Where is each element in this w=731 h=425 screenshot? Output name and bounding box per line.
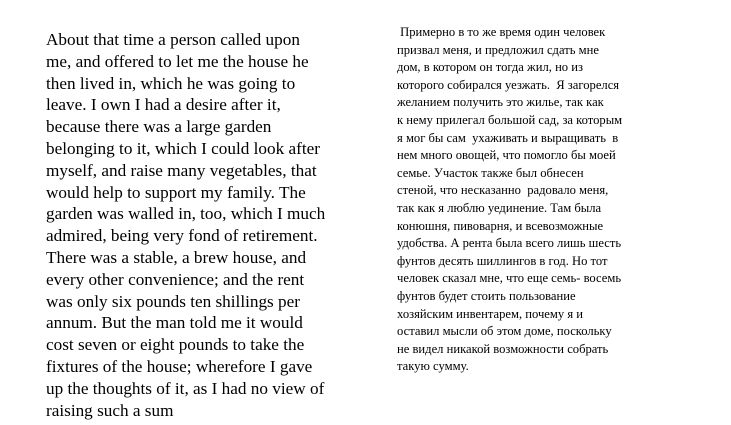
russian-text-line: оставил мысли об этом доме, поскольку [397,324,612,339]
english-text-line: About that time a person called upon [46,30,300,49]
english-text-line: every other convenience; and the rent [46,269,305,289]
english-text-line: myself, and raise many vegetables, that [46,160,317,180]
english-text-line: There was a stable, a brew house, and [46,247,307,267]
russian-text-line: такую сумму. [397,359,469,374]
english-text-line: was only six pounds ten shillings per [46,291,300,311]
english-text-line: fixtures of the house; wherefore I gave [46,356,313,376]
russian-text-line: семье. Участок также был обнесен [397,165,584,180]
russian-text-line: желанием получить это жилье, так как [397,95,604,110]
russian-text-column [397,24,727,376]
english-text-line: leave. I own I had a desire after it, [46,95,281,115]
russian-text-line: не видел никакой возможности собрать [397,341,609,356]
russian-text-line: стеной, что несказанно радовало меня, [397,183,609,198]
english-text-line: annum. But the man told me it would [46,313,303,333]
russian-text-line: человек сказал мне, что еще семь- восемь [397,271,622,286]
russian-text-line: которого собирался уезжать. Я загорелся [397,77,620,92]
english-text-line: up the thoughts of it, as I had no view of [46,378,325,398]
russian-text-line: так как я люблю уединение. Там была [397,200,602,215]
russian-text-line: я мог бы сам ухаживать и выращивать в [397,130,619,145]
english-text-line: cost seven or eight pounds to take the [46,335,305,355]
russian-text-line: конюшня, пивоварня, и всевозможные [397,218,604,233]
english-text-line: because there was a large garden [46,117,272,137]
russian-text-line: Примерно в то же время один человек [397,25,606,39]
english-text-line: then lived in, which he was going to [46,73,296,93]
russian-text-line: нем много овощей, что помогло бы моей [397,148,616,163]
english-text-line: belonging to it, which I could look after [46,138,320,158]
russian-text-line: фунтов десять шиллингов в год. Но тот [397,253,608,268]
english-text-column [46,29,366,421]
english-text-line: raising such a sum [46,400,174,420]
english-text-line: me, and offered to let me the house he [46,51,309,71]
russian-text-line: удобства. А рента была всего лишь шесть [397,236,622,251]
russian-text-line: дом, в котором он тогда жил, но из [397,60,583,75]
russian-text-line: к нему прилегал большой сад, за которым [397,112,623,127]
russian-text-line: хозяйским инвентарем, почему я и [397,306,583,321]
english-text-line: would help to support my family. The [46,182,306,202]
english-text-line: admired, being very fond of retirement. [46,226,318,246]
russian-text-line: призвал меня, и предложил сдать мне [397,42,599,57]
english-text-line: garden was walled in, too, which I much [46,204,326,224]
russian-text-line: фунтов будет стоить пользование [397,288,576,303]
